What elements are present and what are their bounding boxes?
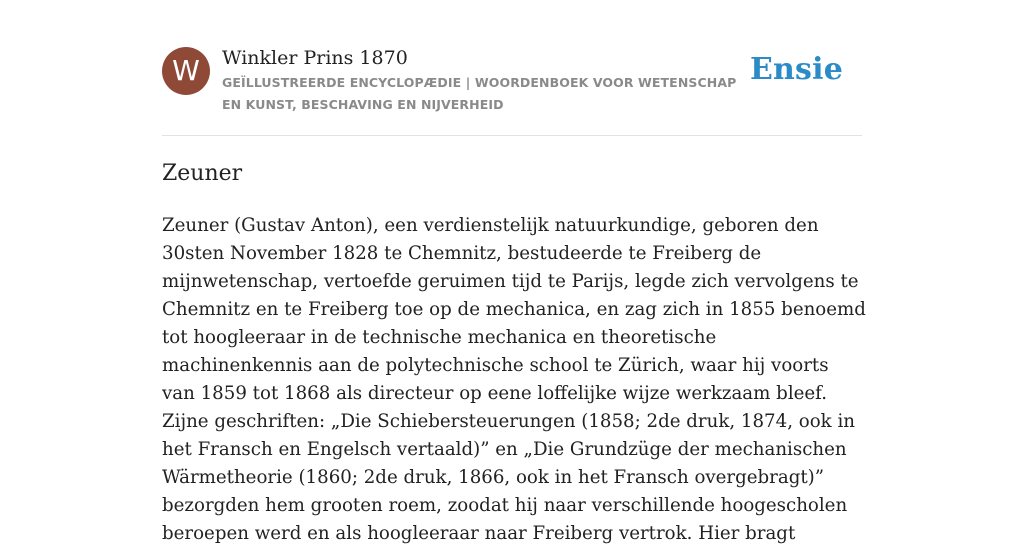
entry-body: Zeuner (Gustav Anton), een verdienstelijk natuurkundige, geboren den 30sten November 1828 te Chemnitz, bestudeerde te Freiberg de mijnwetenschap, vertoefde geruimen tijd te Parijs, legde zich vervolgens te Chemnitz en te Freiberg toe op de mechanica, en zag zich in 1855 benoemd tot hoogleeraar in de technische mechanica en theoretische machinenkennis aan de polytechnische school te Zürich, waar hij voorts van 1859 tot 1868 als directeur op eene loffelijke wijze werkzaam bleef. Zijne geschriften: „Die Schiebersteuerungen (1858; 2de druk, 1874, ook in het Fransch en Engelsch vertaald)” en „Die Grundzüge der mechanischen Wärmetheorie (1860; 2de druk, 1866, ook in het Fransch overgebragt)” bezorgden hem grooten roem, zoodat hij naar verschillende hoogescholen beroepen werd en als hoogleeraar naar Freiberg vertrok. Hier bragt: [162, 215, 866, 544]
source-title[interactable]: Winkler Prins 1870: [222, 47, 408, 69]
source-avatar[interactable]: W: [162, 47, 210, 95]
source-subtitle: GEÏLLUSTREERDE ENCYCLOPÆDIE | WOORDENBOEK VOOR WETENSCHAP EN KUNST, BESCHAVING EN NIJVERHEID: [222, 75, 737, 112]
header-divider: [162, 135, 862, 136]
source-header: [162, 46, 862, 136]
ensie-logo[interactable]: Ensie: [749, 52, 843, 87]
entry-title: Zeuner: [162, 161, 243, 186]
